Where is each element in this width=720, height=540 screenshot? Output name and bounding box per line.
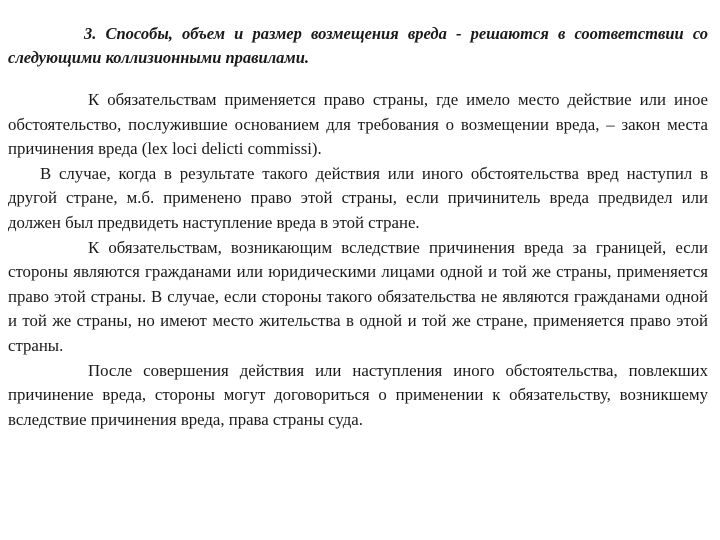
paragraph-other-country: В случае, когда в результате такого действия или иного обстоятельства вред наступил в другой стране, м.б. применено право этой страны, если причинитель вреда предвидел или должен был предвидеть наступление вреда в этой стране. bbox=[8, 163, 708, 232]
section-heading: 3. Способы, объем и размер возмещения вреда - решаются в соответствии со следующими коллизионными правилами. bbox=[8, 24, 708, 67]
paragraph-lex-loci: К обязательствам применяется право страны, где имело место действие или иное обстоятельство, послужившие основанием для требования о возмещении вреда, – закон места причинения вреда (lex loci delicti commissi). bbox=[8, 90, 708, 159]
paragraph-same-nationality: К обязательствам, возникающим вследствие причинения вреда за границей, если стороны являются гражданами или юридическими лицами одной и той же страны, применяется право этой страны. В случае, если стороны такого обязательства не являются гражданами одной и той же страны, но имеют место жительства в одной и той же стране, применяется право этой страны. bbox=[8, 237, 708, 355]
paragraph-party-agreement: После совершения действия или наступления иного обстоятельства, повлекших причинение вреда, стороны могут договориться о применении к обязательству, возникшему вследствие причинения вреда, права страны суда. bbox=[8, 360, 708, 429]
